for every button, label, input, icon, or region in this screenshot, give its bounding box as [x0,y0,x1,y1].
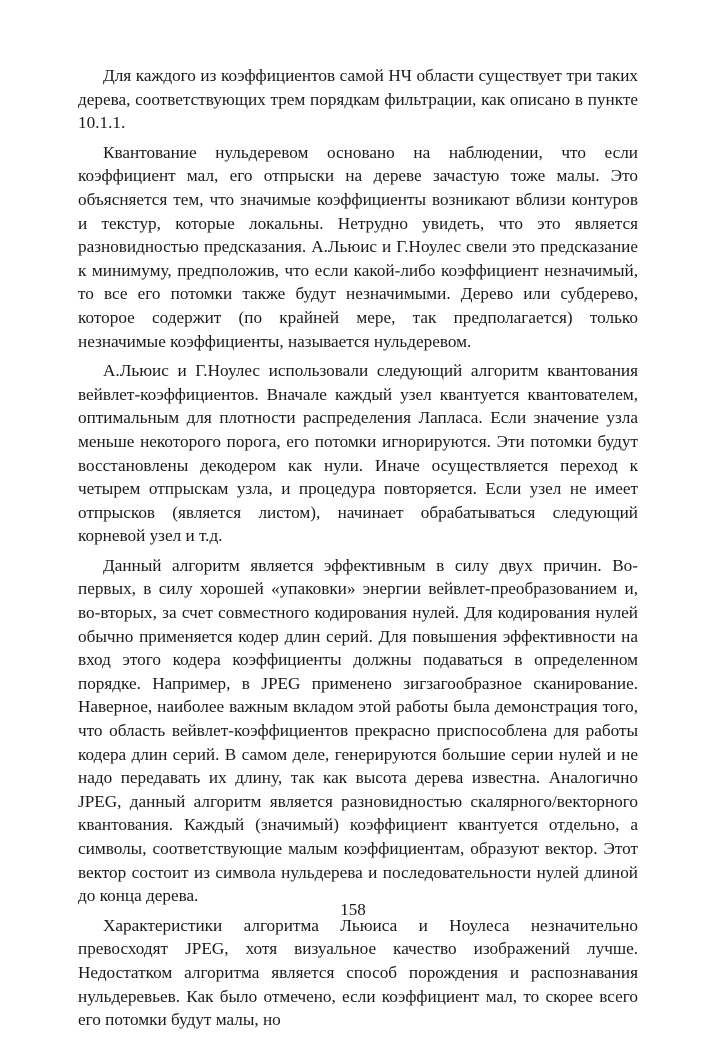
paragraph-2: Квантование нульдеревом основано на наблюдении, что если коэффициент мал, его отпрыски на дереве зачастую тоже малы. Это объясняется тем, что значимые коэффициенты возникают вблизи контуров и текстур, которые локальны. Нетрудно увидеть, что это является разновидностью предсказания. А.Льюис и Г.Ноулес свели это предсказание к минимуму, предположив, что если какой-либо коэффициент незначимый, то все его потомки также будут незначимыми. Дерево или субдерево, которое содержит (по крайней мере, так предполагается) только незначимые коэффициенты, называется нульдеревом. [78,142,638,351]
paragraph-4: Данный алгоритм является эффективным в силу двух причин. Во-первых, в силу хорошей «упаковки» энергии вейвлет-преобразованием и, во-вторых, за счет совместного кодирования нулей. Для кодирования нулей обычно применяется кодер длин серий. Для повышения эффективности на вход этого кодера коэффициенты должны подаваться в определенном порядке. Например, в JPEG применено зигзагообразное сканирование. Наверное, наиболее важным вкладом этой работы была демонстрация того, что область вейвлет-коэффициентов прекрасно приспособлена для работы кодера длин серий. В самом деле, генерируются большие серии нулей и не надо передавать их длину, так как высота дерева известна. Аналогично JPEG, данный алгоритм является разновидностью скалярного/векторного квантования. Каждый (значимый) коэффициент квантуется отдельно, а символы, соответствующие малым коэффициентам, образуют вектор. Этот вектор состоит из символа нульдерева и последовательности нулей длиной до конца дерева. [78,555,638,906]
paragraph-1: Для каждого из коэффициентов самой НЧ области существует три таких дерева, соответствующих трем порядкам фильтрации, как описано в пункте 10.1.1. [78,66,638,133]
page-number: 158 [340,900,366,919]
paragraph-5: Характеристики алгоритма Льюиса и Ноулеса незначительно превосходят JPEG, хотя визуальное качество изображений лучше. Недостатком алгоритма является способ порождения и распознавания нульдеревьев. Как было отмечено, если коэффициент мал, то скорее всего его потомки будут малы, но [78,915,638,1030]
body-text [78,64,638,1038]
paragraph-3: А.Льюис и Г.Ноулес использовали следующий алгоритм квантования вейвлет-коэффициентов. Вначале каждый узел квантуется квантователем, оптимальным для плотности распределения Лапласа. Если значение узла меньше некоторого порога, его потомки игнорируются. Эти потомки будут восстановлены декодером как нули. Иначе осуществляется переход к четырем отпрыскам узла, и процедура повторяется. Если узел не имеет отпрысков (является листом), начинает обрабатываться следующий корневой узел и т.д. [78,361,638,546]
